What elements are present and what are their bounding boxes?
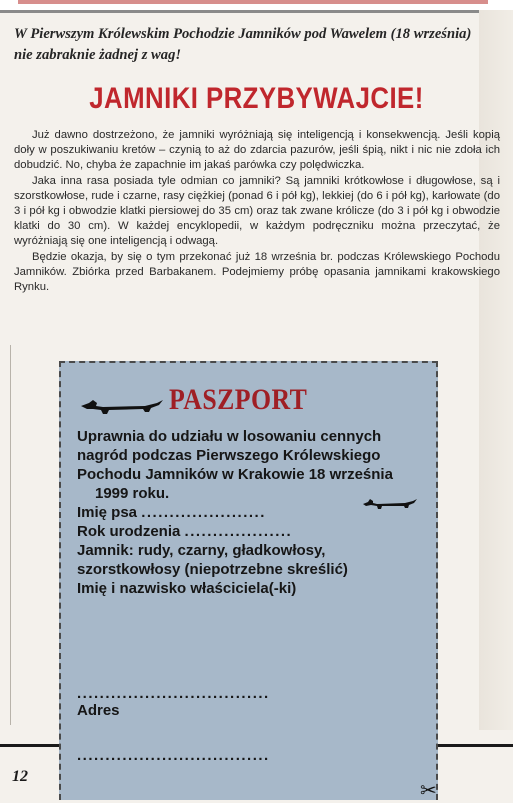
passport-intro-text: Uprawnia do udziału w losowaniu cennych nagród podczas Pierwszego Królewskiego Pochodu Jamników w Krakowie 18 września — [77, 428, 393, 483]
adjacent-page-edge — [479, 10, 513, 730]
dog-name-dots: ...................... — [141, 504, 266, 521]
passport-form — [77, 427, 422, 598]
paragraph-1: Już dawno dostrzeżono, że jamniki wyróżniają się inteligencją i konsekwencją. Jeśli kopią doły w poszukiwaniu kretów – czynią to aż do zdarcia pazurów, jeśli śpią, nikt i nic nie zdoła ich dobudzić. No, chyba że zapachnie im jakaś parówka czy polędwiczka. — [14, 129, 500, 172]
page-number: 12 — [12, 768, 28, 785]
passport-coupon — [59, 361, 438, 800]
breed-field[interactable]: Jamnik: rudy, czarny, gładkowłosy, szorstkowłosy (niepotrzebne skreślić) — [77, 542, 348, 578]
top-red-band — [18, 0, 488, 4]
scissors-icon: ✂ — [420, 780, 437, 802]
page-frame-line — [10, 345, 11, 725]
paragraph-2: Jaka inna rasa posiada tyle odmian co jamniki? Są jamniki krótkowłose i długowłose, są i szorstkowłose, rude i czarne, rasy ciężkiej (ponad 6 i pół kg), lekkiej (do 6 i pół kg), karłowate (do 3 i pół kg i obwodzie klatki piersiowej do 35 cm) oraz tak zwane króliczе (do 3 i pół kg i obwodzie klatki do 30 cm). W każdej encyklopedii, w każdym podręczniku można przeczytać, że wyróżniają się one inteligencją i odwagą. — [14, 174, 500, 248]
birth-year-dots: ................... — [184, 523, 293, 540]
dog-name-field[interactable] — [77, 503, 422, 522]
paragraph-3: Będzie okazja, by się o tym przekonać już 18 września br. podczas Królewskiego Pochodu Jamników. Zbiórka przed Barbakanem. Podejmiemy próbę opasania jamnikami krakowskiego Rynku. — [14, 250, 500, 294]
dog-name-label: Imię psa — [77, 504, 138, 521]
birth-year-field[interactable] — [77, 522, 422, 541]
passport-title: PASZPORT — [169, 383, 308, 416]
top-rule — [0, 0, 513, 13]
owner-label: Imię i nazwisko właściciela(-ki) — [77, 580, 297, 597]
birth-year-label: Rok urodzenia — [77, 523, 181, 540]
article-headline: JAMNIKI PRZYBYWAJCIE! — [89, 82, 424, 115]
article-body — [14, 128, 500, 295]
address-field — [77, 701, 422, 720]
dachshund-silhouette-icon — [79, 397, 165, 421]
owner-name-dots[interactable]: .................................. — [77, 685, 270, 702]
address-dots[interactable]: .................................. — [77, 747, 270, 764]
passport-intro-year: 1999 roku. — [95, 485, 170, 502]
address-label: Adres — [77, 702, 120, 719]
article-lede: W Pierwszym Królewskim Pochodzie Jamników pod Wawelem (18 września) nie zabraknie żadnej z wag! — [14, 26, 472, 63]
passport-intro — [77, 427, 422, 503]
